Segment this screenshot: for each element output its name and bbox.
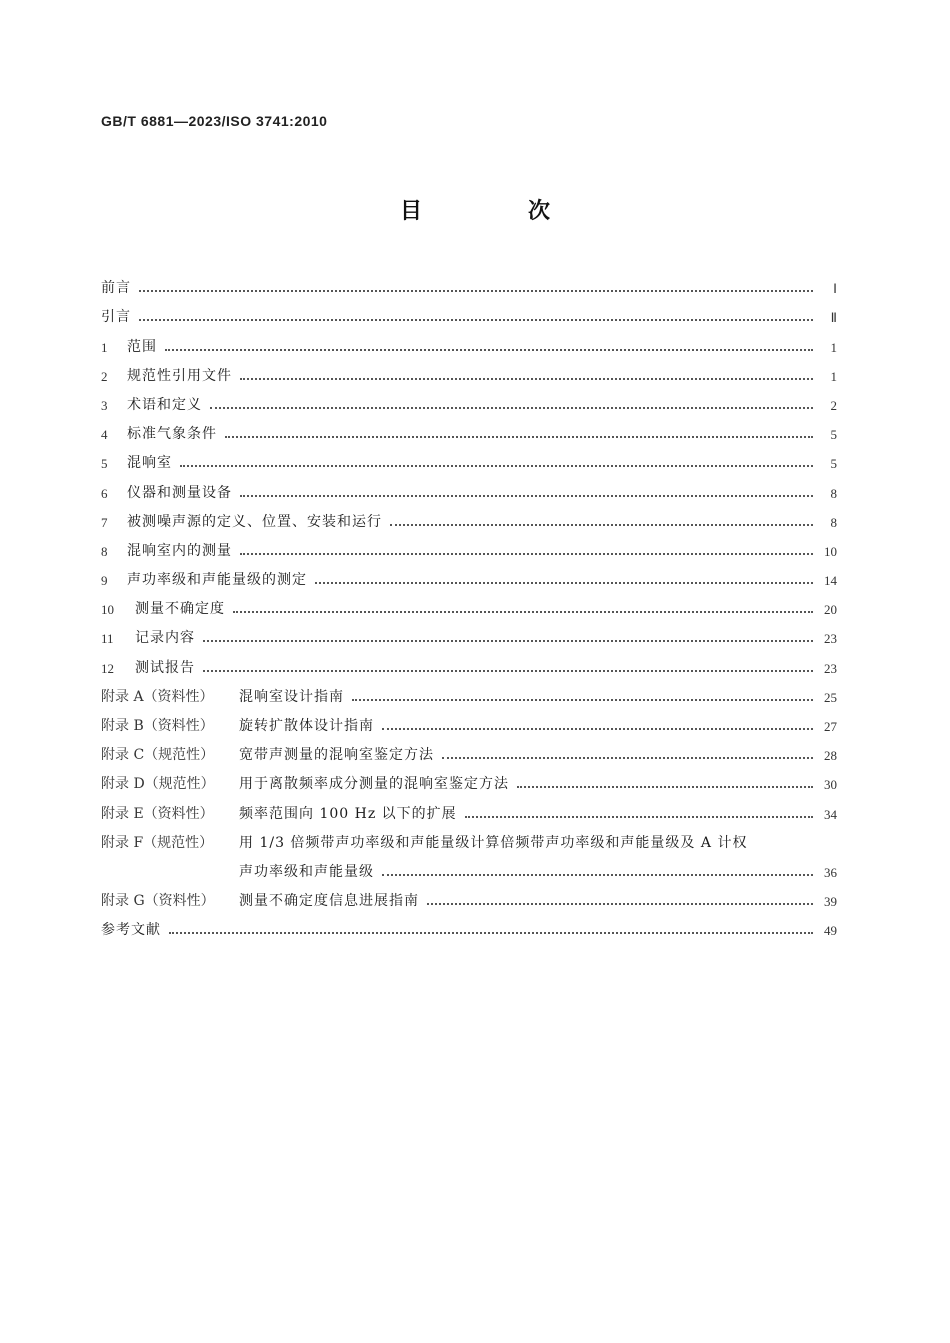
toc-entry-number: 11: [101, 631, 114, 647]
toc-entry[interactable]: [101, 297, 837, 326]
toc-entry-label: 前言: [101, 280, 131, 297]
toc-entry-number: 6: [101, 485, 108, 501]
toc-entry-page: 28: [824, 748, 837, 764]
toc-entry-page: 14: [824, 573, 837, 589]
toc-entry[interactable]: [101, 910, 837, 939]
toc-entry-number: 5: [101, 456, 108, 472]
toc-entry-label: 术语和定义: [127, 396, 202, 413]
toc-dot-leader: [352, 699, 813, 701]
toc-entry-annex: 附录 D（规范性）: [101, 776, 215, 793]
toc-dot-leader: [203, 640, 813, 642]
toc-entry-number: 1: [101, 339, 108, 355]
toc-entry-label: 测量不确定度: [135, 601, 225, 618]
toc-entry[interactable]: [101, 677, 837, 706]
toc-entry-page: 5: [830, 456, 837, 472]
toc-entry-annex: 附录 A（资料性）: [101, 688, 214, 705]
toc-dot-leader: [240, 495, 813, 497]
toc-entry[interactable]: [101, 647, 837, 676]
toc-entry[interactable]: [101, 560, 837, 589]
toc-entry-annex: 附录 E（资料性）: [101, 805, 214, 822]
toc-dot-leader: [465, 816, 813, 818]
toc-dot-leader: [382, 874, 813, 876]
toc-entry[interactable]: [101, 472, 837, 501]
toc-entry[interactable]: [101, 881, 837, 910]
toc-entry-page: 1: [830, 339, 837, 355]
toc-dot-leader: [315, 582, 813, 584]
toc-dot-leader: [390, 524, 813, 526]
toc-entry-page: 20: [824, 602, 837, 618]
toc-entry-label: 用于离散频率成分测量的混响室鉴定方法: [239, 776, 509, 793]
standard-code: GB/T 6881—2023/ISO 3741:2010: [101, 113, 328, 129]
toc-entry-number: 2: [101, 368, 108, 384]
toc-entry-number: 4: [101, 427, 108, 443]
toc-entry-continuation[interactable]: [101, 852, 837, 881]
toc-entry-annex: 附录 F（规范性）: [101, 834, 214, 851]
toc-entry-page: 30: [824, 777, 837, 793]
toc-entry-page: 10: [824, 543, 837, 559]
toc-entry-label: 引言: [101, 309, 131, 326]
toc-entry-page: 34: [824, 806, 837, 822]
toc-entry[interactable]: [101, 618, 837, 647]
toc-dot-leader: [382, 728, 813, 730]
toc-entry-page: 8: [830, 485, 837, 501]
toc-entry-label: 测量不确定度信息进展指南: [239, 893, 419, 910]
toc-entry[interactable]: [101, 735, 837, 764]
toc-dot-leader: [225, 436, 813, 438]
toc-entry-page: 2: [830, 397, 837, 413]
toc-entry-label: 混响室内的测量: [127, 542, 232, 559]
toc-dot-leader: [139, 290, 813, 292]
toc-entry-label: 参考文献: [101, 922, 161, 939]
toc-entry-page: 1: [830, 368, 837, 384]
toc-dot-leader: [169, 932, 813, 934]
toc-entry-label: 混响室设计指南: [239, 688, 344, 705]
toc-entry-label: 规范性引用文件: [127, 367, 232, 384]
toc-entry[interactable]: [101, 385, 837, 414]
toc-dot-leader: [442, 757, 813, 759]
toc-entry-page: 49: [824, 923, 837, 939]
toc-dot-leader: [180, 465, 813, 467]
toc-dot-leader: [517, 786, 813, 788]
toc-dot-leader: [240, 553, 813, 555]
toc-entry-label: 用 1/3 倍频带声功率级和声能量级计算倍频带声功率级和声能量级及 A 计权: [239, 834, 748, 851]
toc-entry[interactable]: [101, 268, 837, 297]
toc-entry-page: 27: [824, 719, 837, 734]
toc-entry[interactable]: [101, 443, 837, 472]
toc-entry-label: 声功率级和声能量级的测定: [127, 572, 307, 589]
toc-entry-label: 宽带声测量的混响室鉴定方法: [239, 747, 434, 764]
toc-entry-label: 被测噪声源的定义、位置、安装和运行: [127, 513, 382, 530]
toc-entry-label: 声功率级和声能量级: [239, 863, 374, 880]
toc-dot-leader: [203, 670, 813, 672]
toc-entry-page: Ⅱ: [830, 310, 837, 326]
toc-entry[interactable]: [101, 823, 837, 852]
toc-entry-label: 混响室: [127, 455, 172, 472]
toc-dot-leader: [240, 378, 813, 380]
table-of-contents: [101, 268, 837, 939]
toc-entry[interactable]: [101, 414, 837, 443]
toc-entry-annex: 附录 C（规范性）: [101, 747, 215, 764]
toc-entry[interactable]: [101, 531, 837, 560]
toc-entry-number: 7: [101, 514, 108, 530]
toc-entry-label: 测试报告: [135, 659, 195, 676]
toc-entry-label: 范围: [127, 338, 157, 355]
toc-entry-page: 25: [824, 689, 837, 705]
toc-entry-number: 10: [101, 602, 114, 618]
toc-entry[interactable]: [101, 502, 837, 531]
toc-entry-label: 标准气象条件: [127, 426, 217, 443]
toc-entry-page: 5: [830, 427, 837, 443]
toc-entry[interactable]: [101, 764, 837, 793]
toc-entry[interactable]: [101, 356, 837, 385]
toc-entry-number: 3: [101, 397, 108, 413]
toc-entry-label: 记录内容: [135, 630, 195, 647]
toc-entry[interactable]: [101, 706, 837, 735]
toc-title: 目 次: [399, 199, 592, 224]
toc-entry-page: 23: [824, 631, 837, 647]
toc-entry-page: Ⅰ: [833, 281, 837, 297]
toc-entry-page: 23: [824, 660, 837, 676]
toc-entry-number: 8: [101, 543, 108, 559]
toc-entry-annex: 附录 G（资料性）: [101, 893, 215, 910]
toc-dot-leader: [427, 903, 813, 905]
toc-entry-annex: 附录 B（资料性）: [101, 718, 214, 734]
toc-entry-page: 8: [830, 514, 837, 530]
toc-entry-page: 39: [824, 894, 837, 910]
toc-entry-label: 仪器和测量设备: [127, 484, 232, 501]
toc-entry-page: 36: [824, 864, 837, 880]
toc-entry-number: 12: [101, 660, 114, 676]
toc-entry[interactable]: [101, 793, 837, 822]
toc-dot-leader: [139, 319, 813, 321]
toc-entry-label: 旋转扩散体设计指南: [239, 718, 374, 734]
toc-entry-number: 9: [101, 573, 108, 589]
toc-entry[interactable]: [101, 589, 837, 618]
toc-dot-leader: [165, 349, 813, 351]
toc-dot-leader: [233, 611, 813, 613]
toc-entry[interactable]: [101, 326, 837, 355]
toc-dot-leader: [210, 407, 813, 409]
toc-entry-label: 频率范围向 100 Hz 以下的扩展: [239, 805, 457, 822]
